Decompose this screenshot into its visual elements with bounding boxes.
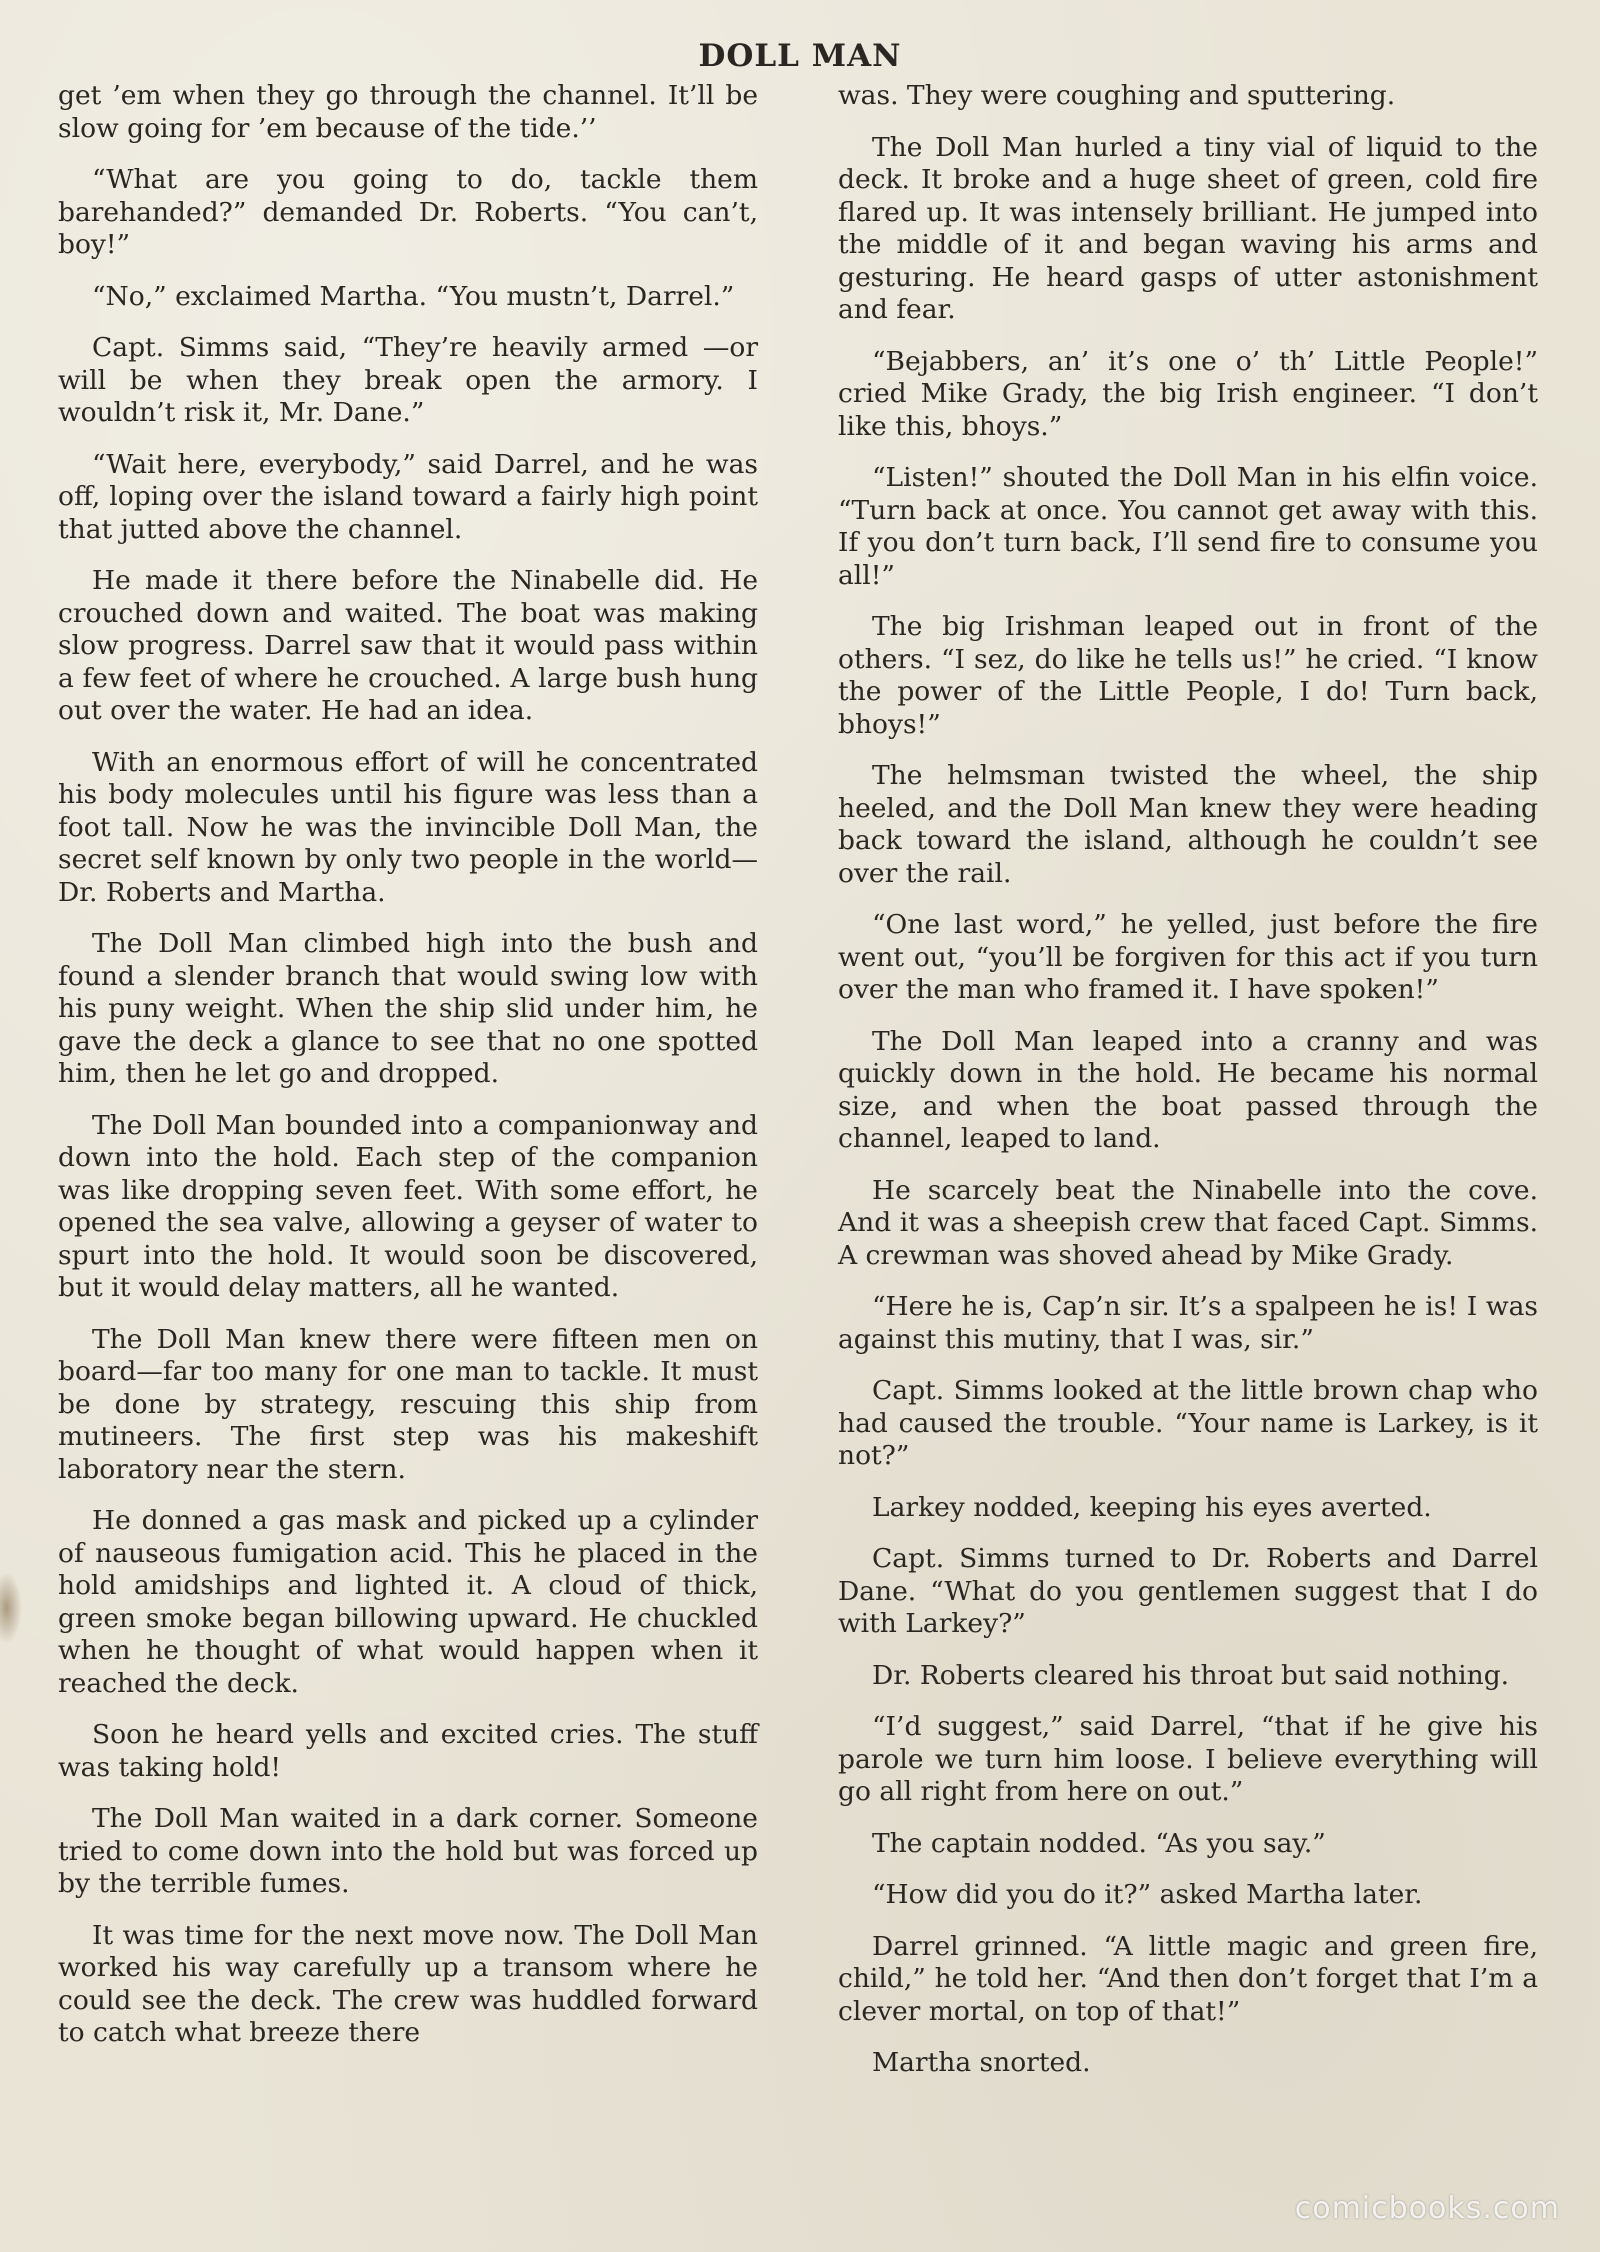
paragraph: Larkey nodded, keeping his eyes averted. bbox=[872, 1491, 1432, 1523]
paragraph: With an enormous effort of will he concentrated his body molecules until his figure was less than a foot tall. Now he was the invincible Doll Man, the secret self known by only two people in the world—Dr. Roberts and Martha. bbox=[58, 746, 758, 908]
right-column bbox=[838, 80, 1538, 2099]
paragraph: “I’d suggest,” said Darrel, “that if he give his parole we turn him loose. I believe everything will go all right from here on out.” bbox=[838, 1711, 1538, 1807]
paragraph: “No,” exclaimed Martha. “You mustn’t, Darrel.” bbox=[92, 280, 735, 312]
paragraph: “Bejabbers, an’ it’s one o’ th’ Little People!” cried Mike Grady, the big Irish engineer. “I don’t like this, bhoys.” bbox=[838, 345, 1538, 442]
paragraph: The Doll Man waited in a dark corner. Someone tried to come down into the hold but was forced up by the terrible fumes. bbox=[58, 1803, 758, 1899]
paragraph: “What are you going to do, tackle them barehanded?” demanded Dr. Roberts. “You can’t, boy!” bbox=[58, 164, 758, 260]
paragraph: The Doll Man bounded into a companionway and down into the hold. Each step of the companion was like dropping seven feet. With some effort, he opened the sea valve, allowing a geyser of water to spurt into the hold. It would soon be discovered, but it would delay matters, all he wanted. bbox=[58, 1109, 758, 1303]
paragraph: The Doll Man knew there were fifteen men on board—far too many for one man to tackle. It must be done by strategy, rescuing this ship from mutineers. The first step was his makeshift laboratory near the stern. bbox=[58, 1323, 758, 1485]
page-title: DOLL MAN bbox=[698, 38, 902, 74]
paragraph: He scarcely beat the Ninabelle into the cove. And it was a sheepish crew that faced Capt. Simms. A crewman was shoved ahead by Mike Grady. bbox=[838, 1174, 1538, 1271]
paragraph: was. They were coughing and sputtering. bbox=[838, 80, 1396, 111]
paragraph: The Doll Man hurled a tiny vial of liquid to the deck. It broke and a huge sheet of green, cold fire flared up. It was intensely brilliant. He jumped into the middle of it and began waving his arms and gesturing. He heard gasps of utter astonishment and fear. bbox=[838, 131, 1538, 325]
left-column bbox=[58, 80, 758, 2069]
paragraph: The big Irishman leaped out in front of the others. “I sez, do like he tells us!” he cried. “I know the power of the Little People, I do! Turn back, bhoys!” bbox=[838, 611, 1538, 740]
paragraph: “Here he is, Cap’n sir. It’s a spalpeen he is! I was against this mutiny, that I was, sir.” bbox=[838, 1291, 1538, 1355]
paragraph: “Wait here, everybody,” said Darrel, and he was off, loping over the island toward a fairly high point that jutted above the channel. bbox=[58, 448, 758, 545]
paragraph: “Listen!” shouted the Doll Man in his elfin voice. “Turn back at once. You cannot get away with this. If you don’t turn back, I’ll send fire to consume you all!” bbox=[838, 462, 1538, 591]
paragraph: Capt. Simms said, “They’re heavily armed —or will be when they break open the armory. I wouldn’t risk it, Mr. Dane.” bbox=[58, 332, 758, 428]
paragraph: The captain nodded. “As you say.” bbox=[872, 1827, 1326, 1859]
paragraph: The Doll Man leaped into a cranny and was quickly down in the hold. He became his normal size, and when the boat passed through the channel, leaped to land. bbox=[838, 1025, 1538, 1154]
paragraph: He donned a gas mask and picked up a cylinder of nauseous fumigation acid. This he placed in the hold amidships and lighted it. A cloud of thick, green smoke began billowing upward. He chuckled when he thought of what would happen when it reached the deck. bbox=[58, 1505, 758, 1699]
paragraph: The helmsman twisted the wheel, the ship heeled, and the Doll Man knew they were heading back toward the island, although he couldn’t see over the rail. bbox=[838, 760, 1538, 889]
paragraph: He made it there before the Ninabelle did. He crouched down and waited. The boat was making slow progress. Darrel saw that it would pass within a few feet of where he crouched. A large bush hung out over the water. He had an idea. bbox=[58, 565, 758, 726]
paragraph: Capt. Simms looked at the little brown chap who had caused the trouble. “Your name is Larkey, is it not?” bbox=[838, 1375, 1538, 1471]
paragraph: Soon he heard yells and excited cries. The stuff was taking hold! bbox=[58, 1719, 758, 1783]
paragraph: “How did you do it?” asked Martha later. bbox=[872, 1879, 1423, 1910]
watermark: comicbooks.com bbox=[1294, 2191, 1560, 2226]
paragraph: Darrel grinned. “A little magic and green fire, child,” he told her. “And then don’t forget that I’m a clever mortal, on top of that!” bbox=[838, 1930, 1538, 2027]
paragraph: Capt. Simms turned to Dr. Roberts and Darrel Dane. “What do you gentlemen suggest that I do with Larkey?” bbox=[838, 1543, 1538, 1639]
paragraph: “One last word,” he yelled, just before the fire went out, “you’ll be forgiven for this act if you turn over the man who framed it. I have spoken!” bbox=[838, 909, 1538, 1005]
paper-stain bbox=[0, 1572, 22, 1644]
paragraph: It was time for the next move now. The Doll Man worked his way carefully up a transom where he could see the deck. The crew was huddled forward to catch what breeze there bbox=[58, 1919, 758, 2048]
paragraph: Dr. Roberts cleared his throat but said nothing. bbox=[872, 1659, 1510, 1691]
paragraph: The Doll Man climbed high into the bush and found a slender branch that would swing low with his puny weight. When the ship slid under him, he gave the deck a glance to see that no one spotted him, then he let go and dropped. bbox=[58, 928, 758, 1089]
paragraph: Martha snorted. bbox=[872, 2047, 1091, 2078]
paragraph: get ’em when they go through the channel. It’ll be slow going for ’em because of the tide.’’ bbox=[58, 80, 758, 144]
